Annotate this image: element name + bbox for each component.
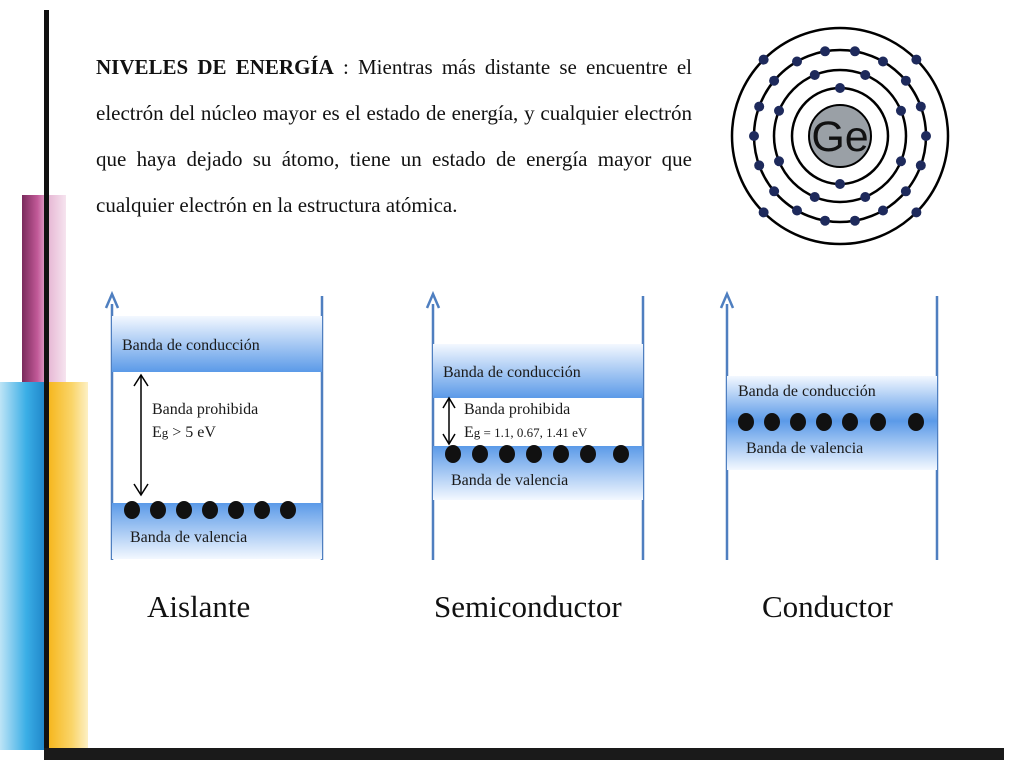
atom-electron xyxy=(896,156,906,166)
atom-electron xyxy=(749,131,759,141)
atom-electron xyxy=(820,216,830,226)
atom-electron xyxy=(860,70,870,80)
semiconductor-caption: Semiconductor xyxy=(434,589,622,624)
insulator-caption: Aislante xyxy=(147,589,251,624)
atom-electron xyxy=(850,216,860,226)
atom-electron xyxy=(820,46,830,56)
atom-electron xyxy=(792,57,802,67)
insulator-conduction-label: Banda de conducción xyxy=(122,337,260,354)
atom-electron xyxy=(901,186,911,196)
atom-electron xyxy=(916,160,926,170)
atom-electron xyxy=(769,76,779,86)
atom-electron xyxy=(769,186,779,196)
germanium-atom xyxy=(722,18,958,254)
decor-bottom-line xyxy=(44,748,1004,760)
atom-electron xyxy=(810,70,820,80)
insulator-valence-label: Banda de valencia xyxy=(130,529,248,546)
description-separator: : xyxy=(333,55,358,79)
atom-electron xyxy=(901,76,911,86)
decor-cyan-bar xyxy=(0,382,48,750)
atom-electron xyxy=(792,205,802,215)
atom-electron xyxy=(911,55,921,65)
insulator-forbidden-label: Banda prohibida xyxy=(152,401,259,418)
atom-electron xyxy=(754,102,764,112)
semiconductor-forbidden-label: Banda prohibida xyxy=(464,401,571,418)
atom-electron xyxy=(921,131,931,141)
description-body: Mientras más distante se encuentre el electrón del núcleo mayor es el estado de energía, y cualquier electrón que haya dejado su átomo, tiene un estado de energía mayor que cualquier electrón en la estructura atómica. xyxy=(96,55,692,217)
decor-vertical-line xyxy=(44,10,49,748)
atom-symbol: Ge xyxy=(811,113,869,161)
conductor-valence-label: Banda de valencia xyxy=(746,440,864,457)
conductor-conduction-label: Banda de conducción xyxy=(738,383,876,400)
insulator-eg-label: Eg > 5 eV xyxy=(152,424,216,441)
semiconductor-eg-label: Eg = 1.1, 0.67, 1.41 eV xyxy=(464,424,588,441)
semiconductor-valence-label: Banda de valencia xyxy=(451,472,569,489)
semiconductor-gap-arrow xyxy=(441,396,457,446)
atom-electron xyxy=(759,55,769,65)
atom-electron xyxy=(759,207,769,217)
atom-electron xyxy=(754,160,764,170)
atom-electron xyxy=(774,106,784,116)
decor-yellow-bar xyxy=(48,382,88,750)
atom-electron xyxy=(878,57,888,67)
energy-levels-description xyxy=(96,44,692,228)
atom-electron xyxy=(860,192,870,202)
insulator-electrons xyxy=(120,498,320,522)
insulator-gap-arrow xyxy=(132,372,150,498)
conductor-caption: Conductor xyxy=(762,589,893,624)
semiconductor-electrons xyxy=(440,442,640,466)
atom-electron xyxy=(878,205,888,215)
atom-electron xyxy=(916,102,926,112)
atom-electron xyxy=(810,192,820,202)
atom-electron xyxy=(835,83,845,93)
atom-electron xyxy=(850,46,860,56)
atom-electron xyxy=(835,179,845,189)
semiconductor-conduction-label: Banda de conducción xyxy=(443,364,581,381)
atom-electron xyxy=(911,207,921,217)
atom-electron xyxy=(774,156,784,166)
description-title: NIVELES DE ENERGÍA xyxy=(96,55,334,79)
conductor-electrons xyxy=(730,410,935,434)
atom-electron xyxy=(896,106,906,116)
